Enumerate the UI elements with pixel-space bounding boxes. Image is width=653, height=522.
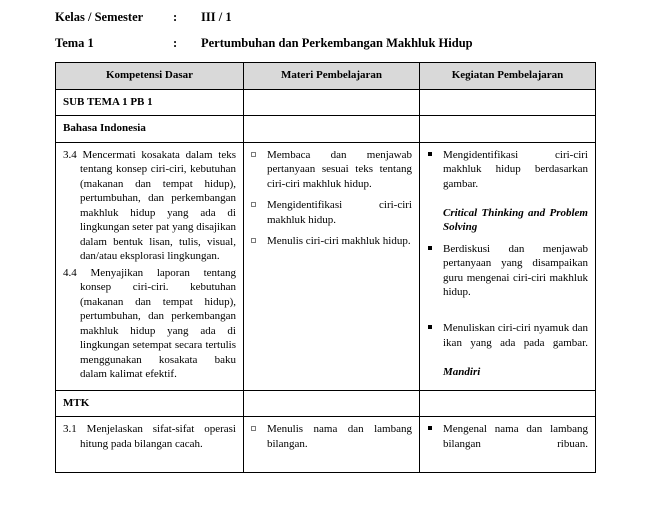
list-item-text: Mengenal nama dan lambang bilangan ribuan. (443, 423, 588, 450)
cell-materi-pembelajaran-bahasa-indonesia (244, 142, 420, 390)
header-label-tema: Tema 1 (55, 36, 94, 50)
cell-kompetensi-dasar-bahasa-indonesia (56, 142, 244, 390)
table-row-mtk-content (56, 417, 596, 473)
sub-tema-kegiatan-empty (420, 89, 596, 116)
subject-materi-empty-bahasa-indonesia (244, 116, 420, 143)
cell-materi-pembelajaran-mtk (244, 417, 420, 473)
subject-kegiatan-empty-bahasa-indonesia (420, 116, 596, 143)
column-header-kegiatan-pembelajaran: Kegiatan Pembelajaran (420, 63, 596, 90)
table-row-subject-mtk (56, 390, 596, 417)
subject-kegiatan-empty-mtk (420, 390, 596, 417)
subject-label-bahasa-indonesia: Bahasa Indonesia (56, 116, 244, 143)
header-value-kelas: III / 1 (201, 10, 232, 24)
subject-materi-empty-mtk (244, 390, 420, 417)
kd-item: 3.1 Menjelaskan sifat-sifat operasi hitung pada bilangan cacah. (63, 423, 236, 450)
list-item-text: Menuliskan ciri-ciri nyamuk dan ikan yang ada pada gambar. (443, 322, 588, 349)
list-item-emphasis: Critical Thinking and Problem Solving (443, 206, 588, 234)
header-row-tema (55, 36, 653, 51)
header-label-kelas: Kelas / Semester (55, 10, 144, 24)
header-colon-tema: : (173, 36, 178, 50)
kd-item: 4.4 Menyajikan laporan tentang konsep ciri-ciri. kebutuhan (makanan dan tempat hidup), pertumbuhan, dan perkembangan makhluk hidup yang ada di lingkungan setempat secara tertulis menggunakan kosakata baku dalam kalimat efektif. (63, 266, 236, 381)
table-row-sub-tema (56, 89, 596, 116)
list-item-text: Berdiskusi dan menjawab pertanyaan yang disampaikan guru mengenai ciri-ciri makhluk hidup. (443, 242, 588, 299)
list-item (427, 242, 588, 315)
list-item (427, 321, 588, 379)
cell-kegiatan-pembelajaran-mtk (420, 417, 596, 473)
subject-label-mtk: MTK (56, 390, 244, 417)
list-item: Mengidentifikasi ciri-ciri makhluk hidup. (251, 198, 412, 227)
kompetensi-dasar-table (55, 62, 596, 473)
list-item (427, 422, 588, 466)
list-item-emphasis: Mandiri (443, 365, 481, 378)
list-item: Menulis ciri-ciri makhluk hidup. (251, 234, 412, 249)
sub-tema-materi-empty (244, 89, 420, 116)
table-row-subject-bahasa-indonesia (56, 116, 596, 143)
header-row-kelas (55, 10, 653, 25)
kd-item: 3.4 Mencermati kosakata dalam teks tentang konsep ciri-ciri, kebutuhan (makanan dan tempat hidup), pertumbuhan, dan perkembangan makhluk hidup yang ada di lingkungan seter pat yang disajikan dalam bentuk lisan, tulis, visual, dan/atau eksplorasi lingkungan. (63, 148, 236, 263)
table-row-bahasa-indonesia-content (56, 142, 596, 390)
column-header-materi-pembelajaran: Materi Pembelajaran (244, 63, 420, 90)
header-colon-kelas: : (173, 10, 178, 24)
header-value-tema: Pertumbuhan dan Perkembangan Makhluk Hidup (201, 36, 473, 50)
cell-kompetensi-dasar-mtk (56, 417, 244, 473)
column-header-kompetensi-dasar: Kompetensi Dasar (56, 63, 244, 90)
list-item: Menulis nama dan lambang bilangan. (251, 422, 412, 451)
table-header-row (56, 63, 596, 90)
sub-tema-label: SUB TEMA 1 PB 1 (56, 89, 244, 116)
document-header (0, 0, 653, 51)
list-item-text: Mengidentifikasi ciri-ciri makhluk hidup berdasarkan gambar. (443, 148, 588, 190)
cell-kegiatan-pembelajaran-bahasa-indonesia (420, 142, 596, 390)
list-item: Membaca dan menjawab pertanyaan sesuai teks tentang ciri-ciri makhluk hidup. (251, 148, 412, 192)
list-item (427, 148, 588, 235)
